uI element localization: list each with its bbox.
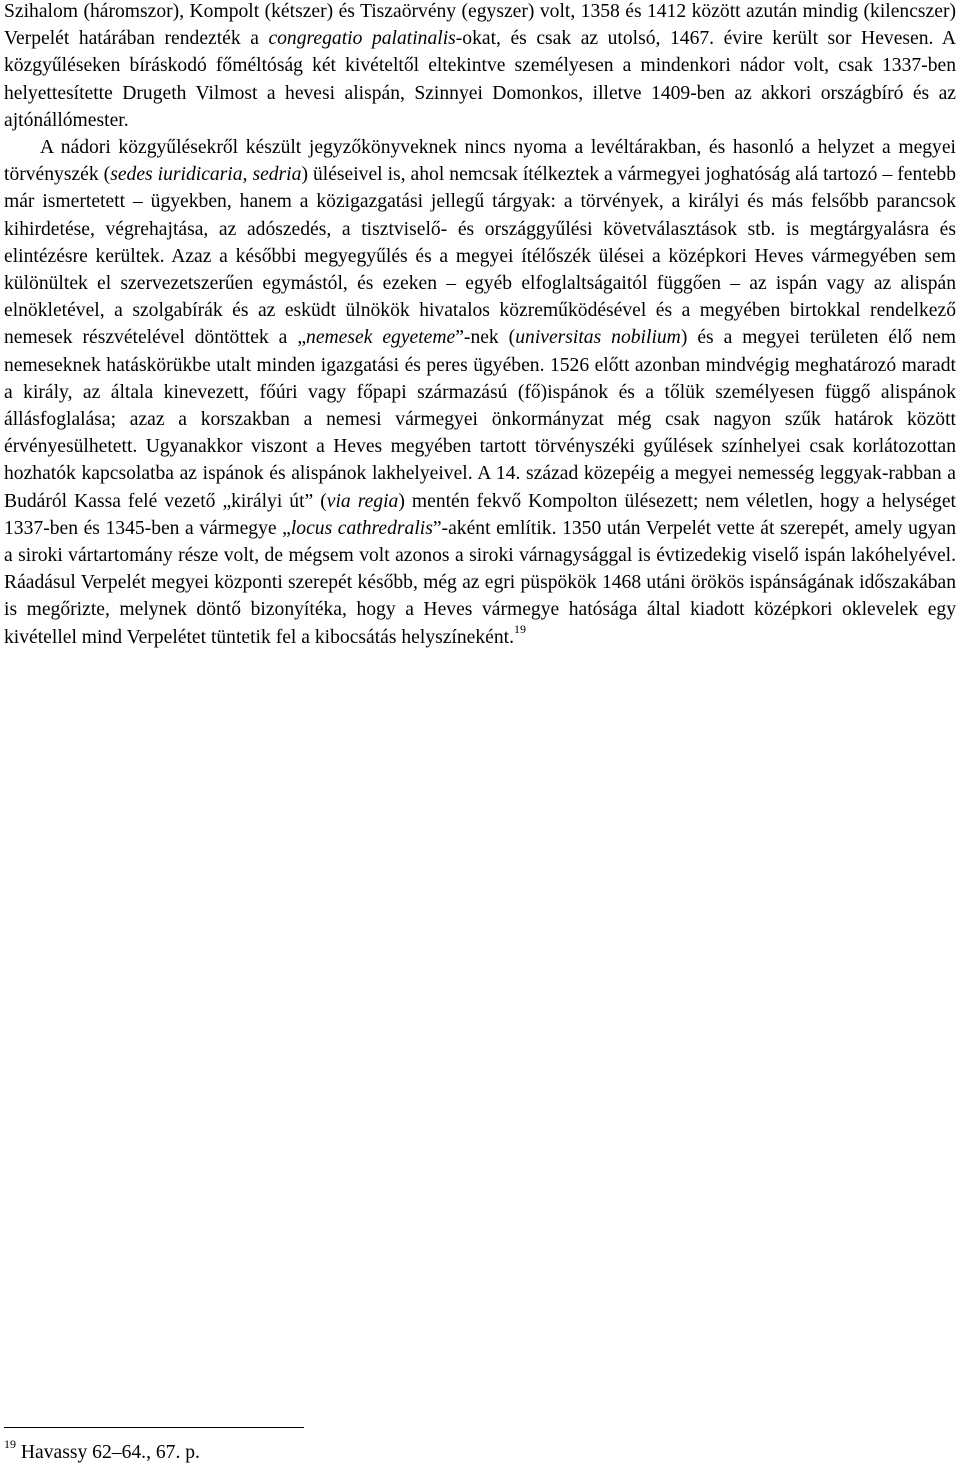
text-run: ”-aként említik. 1350 után Verpelét vette át szerepét, amely ugyan a siroki vártartomány része volt, de mégsem volt azonos a siroki várnagysággal is évtizedekig viselő ispán lakóhelyével. Ráadásul Verpelét megyei központi szerepét később, még az egri püspökök 1468 utáni örökös ispánságának időszakában is megőrizte, melynek döntő bizonyítéka, hogy a Heves vármegye hatósága által kiadott középkori oklevelek egy kivétellel mind Verpelétet tüntetik fel a kibocsátás helyszíneként. [4,517,956,648]
footnote-divider [4,1427,304,1428]
italic-term: sedes iuridicaria, sedria [110,164,302,186]
body-paragraph [4,0,956,134]
text-run: ”-nek ( [455,327,516,349]
document-page [4,0,956,651]
footnote-number: 19 [4,1437,16,1452]
italic-term: nemesek egyeteme [306,327,456,349]
text-run: Szihalom (háromszor), Kompolt (kétszer) és Tiszaörvény (egyszer) volt, 1358 és 1412 között azután mindig (kilencszer) Verpelét határában rendezték a [4,1,956,50]
text-run: ) mentén fekvő Kompolton ülésezett; nem véletlen, hogy a helységet 1337-ben és 1345-ben a vármegye „ [4,490,956,539]
footnote-text: Havassy 62–64., 67. p. [16,1442,200,1463]
italic-term: locus cathredralis [290,517,433,539]
text-run: ) üléseivel is, ahol nemcsak ítélkeztek a vármegyei joghatóság alá tartozó – fentebb már ismertetett – ügyekben, hanem a közigazgatási jellegű tárgyak: a törvények, a királyi és más felsőbb parancsok kihirdetése, végrehajtása, az adószedés, a tisztviselő- és országgyűlési követválasztások stb. is megtárgyalásra és elintézésre kerültek. Azaz a későbbi megyegyűlés és a megyei ítélőszék ülései a középkori Heves vármegyében sem különültek el szervezetszerűen egymástól, és ezeken – egyéb elfoglaltságaitól függően – az ispán vagy az alispán elnökletével, a szolgabírák és az esküdt ülnökök hivatalos közreműködésével és a megyében birtokkal rendelkező nemesek részvételével döntöttek a „ [4,164,957,349]
footnote [4,1437,200,1464]
italic-term: via regia [326,490,399,512]
text-run: A nádori közgyűlésekről készült jegyzőkönyveknek nincs nyoma a levéltárakban, és hasonló a helyzet a megyei törvényszék ( [4,137,956,186]
text-run: -okat, és csak az utolsó, 1467. évire került sor Hevesen. A közgyűléseken bíráskodó főméltóság két kivételtől eltekintve személyesen a mindenkori nádor volt, csak 1337-ben helyettesítette Drugeth Vilmost a hevesi alispán, Szinnyei Domonkos, illetve 1409-ben az akkori országbíró és az ajtónállómester. [4,28,957,131]
text-run: ) és a megyei területen élő nem nemeseknek hatáskörükbe utalt minden igazgatási és peres ügyében. 1526 előtt azonban mindvégig meghatározó maradt a király, az általa kinevezett, főúri vagy főpapi származású (fő)ispánok és a tőlük személyesen függő alispánok állásfoglalása; azaz a korszakban a nemesi vármegyei önkormányzat még csak nagyon szűk határok között érvényesülhetett. Ugyanakkor viszont a Heves megyében tartott törvényszéki gyűlések színhelyei csak korlátozottan hozhatók kapcsolatba az ispánok és alispánok lakhelyeivel. A 14. század közepéig a megyei nemesség leggyak-rabban a Budáról Kassa felé vezető „királyi út” ( [4,327,956,512]
footnote-reference[interactable]: 19 [514,622,527,637]
italic-term: congregatio palatinalis [268,28,456,50]
italic-term: universitas nobilium [515,327,681,349]
body-paragraph [4,134,956,651]
